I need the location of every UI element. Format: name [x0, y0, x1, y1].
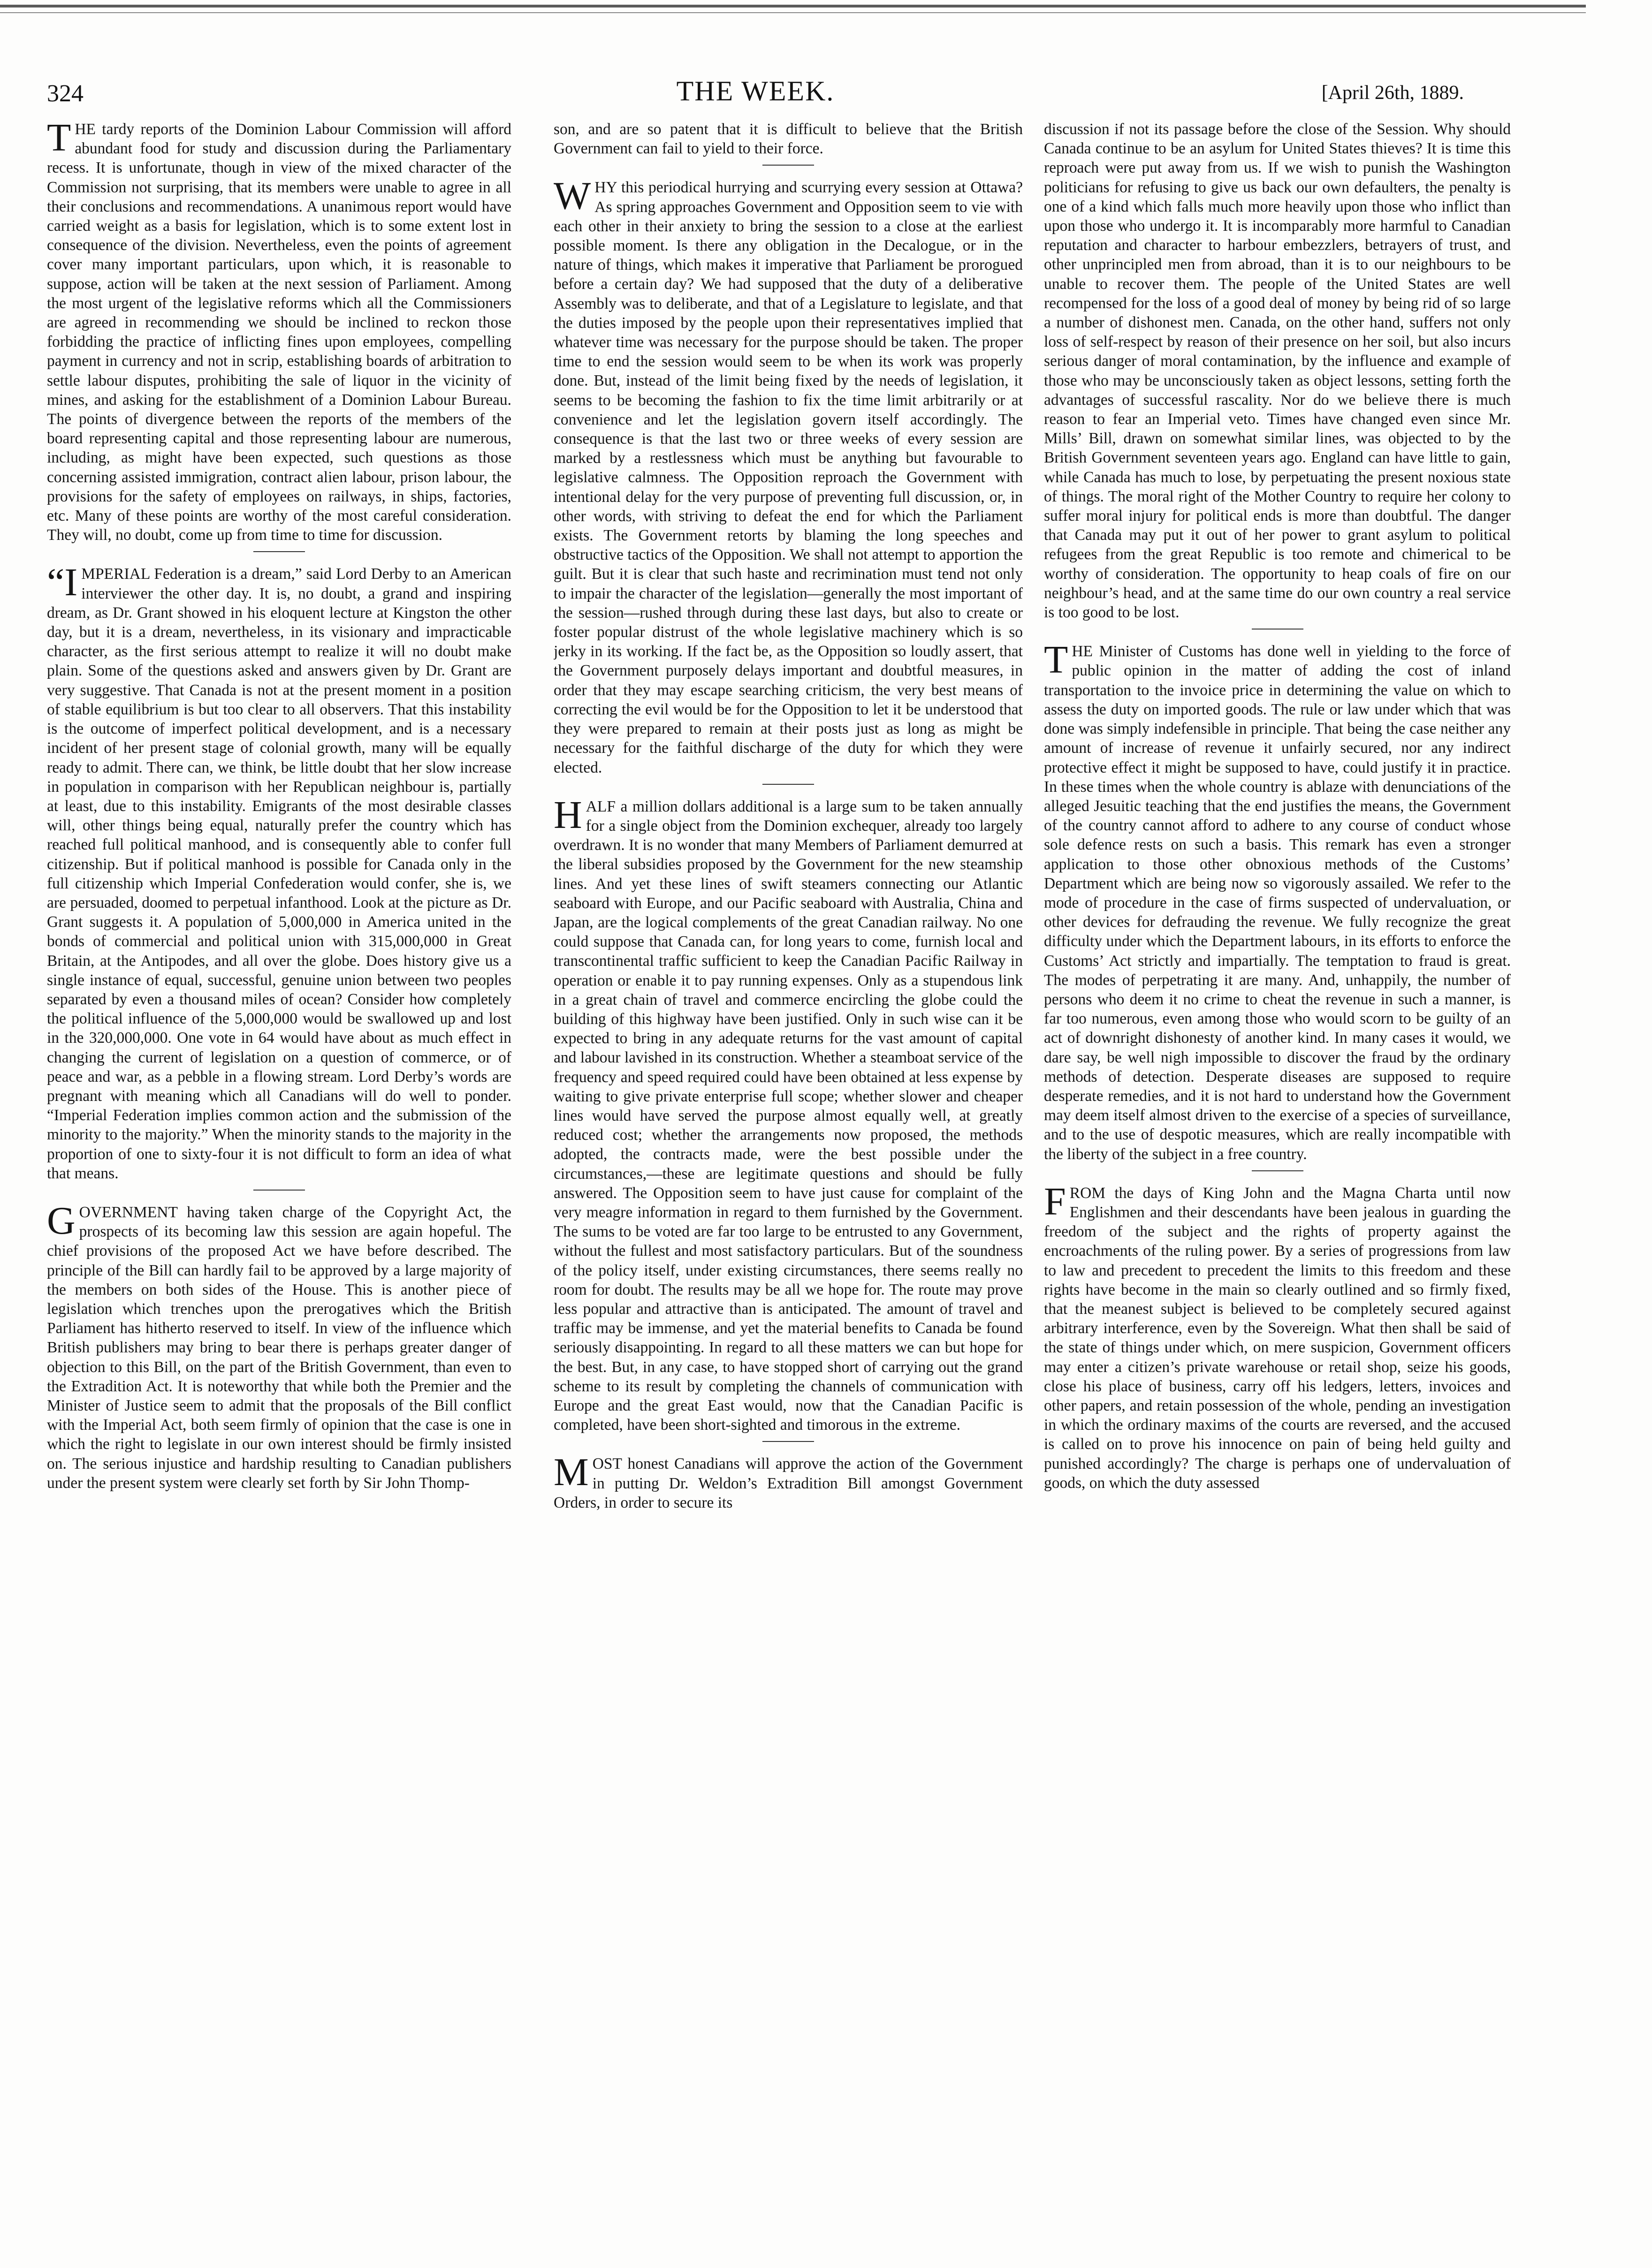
article-minister-of-customs: THE Minister of Customs has done well in yielding to the force of public opinion in the matter of adding the cost of inland transportation to the invoice price in determining the value on which to assess the duty on imported goods. The rule or law under which that was done was simply indefensible in principle. That being the case neither any amount of increase of revenue it unfairly secured, nor any indirect protective effect it might be supposed to have, could justify it in practice. In these times when the whole country is ablaze with denunciations of the alleged Jesuitic teaching that the end justifies the means, the Government of the country cannot afford to adhere to any course of conduct whose sole defence rests on such a basis. This remark has even a stronger application to those other obnoxious methods of the Customs’ Department which are being now so vigorously assailed. We refer to the mode of procedure in the case of firms suspected of undervaluation, or other devices for defrauding the revenue. We fully recognize the great difficulty under which the Department labours, in its efforts to enforce the Customs’ Act strictly and impartially. The temptation to fraud is great. The modes of perpetrating it are many. And, unhappily, the number of persons who deem it no crime to cheat the revenue in such a manner, is far too numerous, even among those who would scorn to be guilty of an act of downright dishonesty of another kind. In many cases it would, we dare say, be well nigh impossible to discover the fraud by the ordinary methods of detection. Desperate diseases are supposed to require desperate remedies, and it is not hard to understand how the Government may deem itself almost driven to the exercise of a species of surveillance, and to the use of despotic measures, which are really incompatible with the liberty of the subject in a free country. [1044, 638, 1511, 1163]
column-1 [47, 120, 511, 2259]
article-copyright-act-continued: son, and are so patent that it is difficult to believe that the British Government can fail to yield to their force. [554, 121, 1023, 158]
top-rule [0, 5, 1586, 8]
column-3 [1044, 120, 1511, 2259]
article-copyright-act: GOVERNMENT having taken charge of the Copyright Act, the prospects of its becoming law this session are again hopeful. The chief provisions of the proposed Act we have before described. The principle of the Bill can hardly fail to be approved by a large majority of the members on both sides of the House. This is another piece of legislation which trenches upon the prerogatives which the British Parliament has hitherto reserved to itself. In view of the influence which British publishers may bring to bear there is perhaps greater danger of objection to this Bill, on the part of the British Government, than even to the Extradition Act. It is noteworthy that while both the Premier and the Minister of Justice seem to admit that the proposals of the Bill conflict with the Imperial Act, both seem firmly of opinion that the case is one in which the right to legislate in our own interest should be firmly insisted on. The serious injustice and hardship resulting to Canadian publishers under the present system were clearly set forth by Sir John Thomp- [47, 1198, 511, 1492]
article-extradition-bill-continued: discussion if not its passage before the close of the Session. Why should Canada continue to be an asylum for United States thieves? It is time this reproach were put away from us. If we wish to punish the Washington politicians for refusing to give us back our own defaulters, the penalty is one of a kind which falls much more heavily upon those who inflict than upon those who undergo it. It is incomparably more harmful to Canadian reputation and character to harbour embezzlers, betrayers of trust, and other unprincipled men from abroad, than it is to our neighbours to be unable to recover them. The people of the United States are well recompensed for the loss of a good deal of money by being rid of so large a number of dishonest men. Canada, on the other hand, suffers not only loss of self-respect by reason of their presence on her soil, but also incurs serious danger of moral contamination, by the influence and example of those who may be unconsciously taken as object lessons, setting forth the advantages of successful rascality. Nor do we believe there is much reason to fear an Imperial veto. Times have changed even since Mr. Mills’ Bill, drawn on somewhat similar lines, was objected to by the British Government seventeen years ago. England can have little to gain, while Canada has much to lose, by perpetuating the present noxious state of things. The moral right of the Mother Country to require her colony to suffer moral injury for political ends is more than doubtful. The danger that Canada may put it out of her power to grant asylum to political refugees from the great Republic is too remote and chimerical to be worthy of consideration. The opportunity to heap coals of fire on our neighbour’s head, and at the same time do our own country a real service is too good to be lost. [1044, 121, 1511, 622]
section-separator [1252, 629, 1303, 630]
column-2 [554, 120, 1023, 2259]
article-magna-charta: FROM the days of King John and the Magna Charta until now Englishmen and their descendants have been jealous in guarding the freedom of the subject and the rights of property against the encroachments of the ruling power. By a series of progressions from law to law and precedent to precedent the limits to this freedom and these rights have become in the main so clearly outlined and so firmly fixed, that the meanest subject is believed to be completely secured against arbitrary interference, even by the Sovereign. What then shall be said of the state of things under which, on mere suspicion, Government officers may enter a citizen’s private warehouse or retail shop, seize his goods, close his place of business, carry off his ledgers, letters, invoices and other papers, and retain possession of the whole, pending an investigation in which the ordinary maxims of the courts are reversed, and the accused is called on to prove his innocence on pain of being held guilty and punished accordingly? The charge is perhaps one of undervaluation of goods, on which the duty assessed [1044, 1179, 1511, 1492]
publication-title: THE WEEK. [676, 76, 835, 106]
page-number: 324 [47, 80, 84, 107]
section-separator [762, 1441, 814, 1442]
article-session-hurry: WHY this periodical hurrying and scurrying every session at Ottawa? As spring approaches Government and Opposition seem to vie with each other in their anxiety to bring the session to a close at the earliest possible moment. Is there any obligation in the Decalogue, or in the nature of things, which makes it imperative that Parliament be prorogued before a certain day? We had supposed that the duty of a deliberative Assembly was to deliberate, and that of a Legislature to legislate, and that the duties imposed by the people upon their representatives implied that whatever time was necessary for the purpose should be taken. The proper time to end the session would seem to be when its work was properly done. But, instead of the limit being fixed by the needs of legislation, it seems to be becoming the fashion to fix the time limit arbitrarily or at convenience and let the legislation govern itself accordingly. The consequence is that the last two or three weeks of every session are marked by a restlessness which must be anything but favourable to legislative calmness. The Opposition reproach the Government with intentional delay for the very purpose of preventing full discussion, or, in other words, with striving to defeat the end for which the Parliament exists. The Government retorts by blaming the long speeches and obstructive tactics of the Opposition. We shall not attempt to apportion the guilt. But it is clear that such haste and recrimination must tend not only to impair the character of the legislation—generally the most important of the session—rushed through during these last days, but also to create or foster popular distrust of the whole legislative machinery which is so jerky in its working. If the fact be, as the Opposition so loudly assert, that the Government purposely delays important and doubtful measures, in order that they may escape searching criticism, the very best means of correcting the evil would be for the Opposition to let it be understood that they were prepared to remain at their posts just as long as might be necessary for the faithful discharge of the duty for which they were elected. [554, 174, 1023, 776]
issue-date: [April 26th, 1889. [1321, 82, 1464, 104]
page-header [47, 70, 1464, 113]
article-columns [47, 120, 1511, 2259]
section-separator [253, 551, 305, 552]
section-separator [762, 784, 814, 785]
section-separator [1252, 1170, 1303, 1171]
top-rule-thin [0, 12, 1586, 13]
article-extradition-bill: MOST honest Canadians will approve the action of the Government in putting Dr. Weldon’s Extradition Bill amongst Government Orders, in order to secure its [554, 1450, 1023, 1511]
section-separator [253, 1190, 305, 1191]
article-imperial-federation: “IMPERIAL Federation is a dream,” said Lord Derby to an American interviewer the other day. It is, no doubt, a grand and inspiring dream, as Dr. Grant showed in his eloquent lecture at Kingston the other day, but it is a dream, nevertheless, in its visionary and impracticable character, as the first serious attempt to realize it will no doubt make plain. Some of the questions asked and answers given by Dr. Grant are very suggestive. That Canada is not at the present moment in a position of stable equilibrium is but too clear to all observers. That this instability is the outcome of imperfect political development, and is a necessary incident of her present stage of colonial growth, many will be equally ready to admit. There can, we think, be little doubt that her slow increase in population in comparison with her Republican neighbour is, partially at least, due to this instability. Emigrants of the most desirable classes will, other things being equal, naturally prefer the country which has reached full political manhood, and is consequently able to confer full citizenship. But if political manhood is possible for Canada only in the full citizenship which Imperial Confederation would confer, she is, we are persuaded, doomed to perpetual infanthood. Look at the picture as Dr. Grant suggests it. A population of 5,000,000 in America united in the bonds of commercial and political union with 315,000,000 in Great Britain, at the Antipodes, and all over the globe. Does history give us a single instance of equal, successful, genuine union between two peoples separated by even a thousand miles of ocean? Consider how completely the political influence of the 5,000,000 would be swallowed up and lost in the 320,000,000. One vote in 64 would have about as much effect in changing the current of legislation on a question of commerce, or of peace and war, as a pebble in a flowing stream. Lord Derby’s words are pregnant with meaning which all Canadians will do well to ponder. “Imperial Federation implies common action and the submission of the minority to the majority.” When the minority stands to the majority in the proportion of one to sixty-four it is not difficult to form an idea of what that means. [47, 561, 511, 1182]
section-separator [762, 165, 814, 166]
article-labour-commission: THE tardy reports of the Dominion Labour Commission will afford abundant food for study and discussion during the Parliamentary recess. It is unfortunate, though in view of the mixed character of the Commission not surprising, that its members were unable to agree in all their conclusions and recommendations. A unanimous report would have carried weight as a basis for legislation, which is to some extent lost in consequence of the division. Nevertheless, even the points of agreement cover many important particulars, upon which, it is reasonable to suppose, action will be taken at the next session of Parliament. Among the most urgent of the legislative reforms which all the Commissioners are agreed in recommending we should be inclined to reckon those forbidding the practice of inflicting fines upon employees, compelling payment in currency and not in scrip, establishing boards of arbitration to settle labour disputes, prohibiting the sale of liquor in the vicinity of mines, and asking for the establishment of a Dominion Labour Bureau. The points of divergence between the reports of the members of the board representing capital and those representing labour are numerous, including, as might have been expected, such questions as those concerning assisted immigration, contract alien labour, prison labour, the provisions for the safety of employees on railways, in ships, factories, etc. Many of these points are worthy of the most careful consideration. They will, no doubt, come up from time to time for discussion. [47, 120, 511, 544]
article-steamship-subsidies: HALF a million dollars additional is a large sum to be taken annually for a single object from the Dominion exchequer, already too largely overdrawn. It is no wonder that many Members of Parliament demurred at the liberal subsidies proposed by the Government for the new steamship lines. And yet these lines of swift steamers connecting our Atlantic seaboard with Europe, and our Pacific seaboard with Australia, China and Japan, are the logical complements of the great Canadian railway. No one could suppose that Canada can, for long years to come, furnish local and transcontinental traffic sufficient to keep the Canadian Pacific Railway in operation or enable it to pay running expenses. Only as a stupendous link in a great chain of travel and commerce encircling the globe could the building of this highway have been justified. Only in such wise can it be expected to bring in any adequate returns for the vast amount of capital and labour lavished in its construction. Whether a steamboat service of the frequency and speed required could have been obtained at less expense by waiting to give private enterprise full scope; whether slower and cheaper lines would have served the purpose almost equally well, at greatly reduced cost; whether the arrangements now proposed, the methods adopted, the contracts made, were the best possible under the circumstances,—these are legitimate questions and should be fully answered. The Opposition seem to have just cause for complaint of the very meagre information in regard to them furnished by the Government. The sums to be voted are far too large to be entrusted to any Government, without the fullest and most satisfactory particulars. But of the soundness of the policy itself, under existing circumstances, there seems really no room for doubt. The results may be all we hope for. The route may prove less popular and attractive than is anticipated. The amount of travel and traffic may be immense, and yet the material benefits to Canada be found seriously disappointing. In regard to all these matters we can but hope for the best. But, in any case, to have stopped short of carrying out the grand scheme to its result by completing the channels of communication with Europe and the great East would, now that the Canadian Pacific is completed, have been short-sighted and timorous in the extreme. [554, 793, 1023, 1434]
